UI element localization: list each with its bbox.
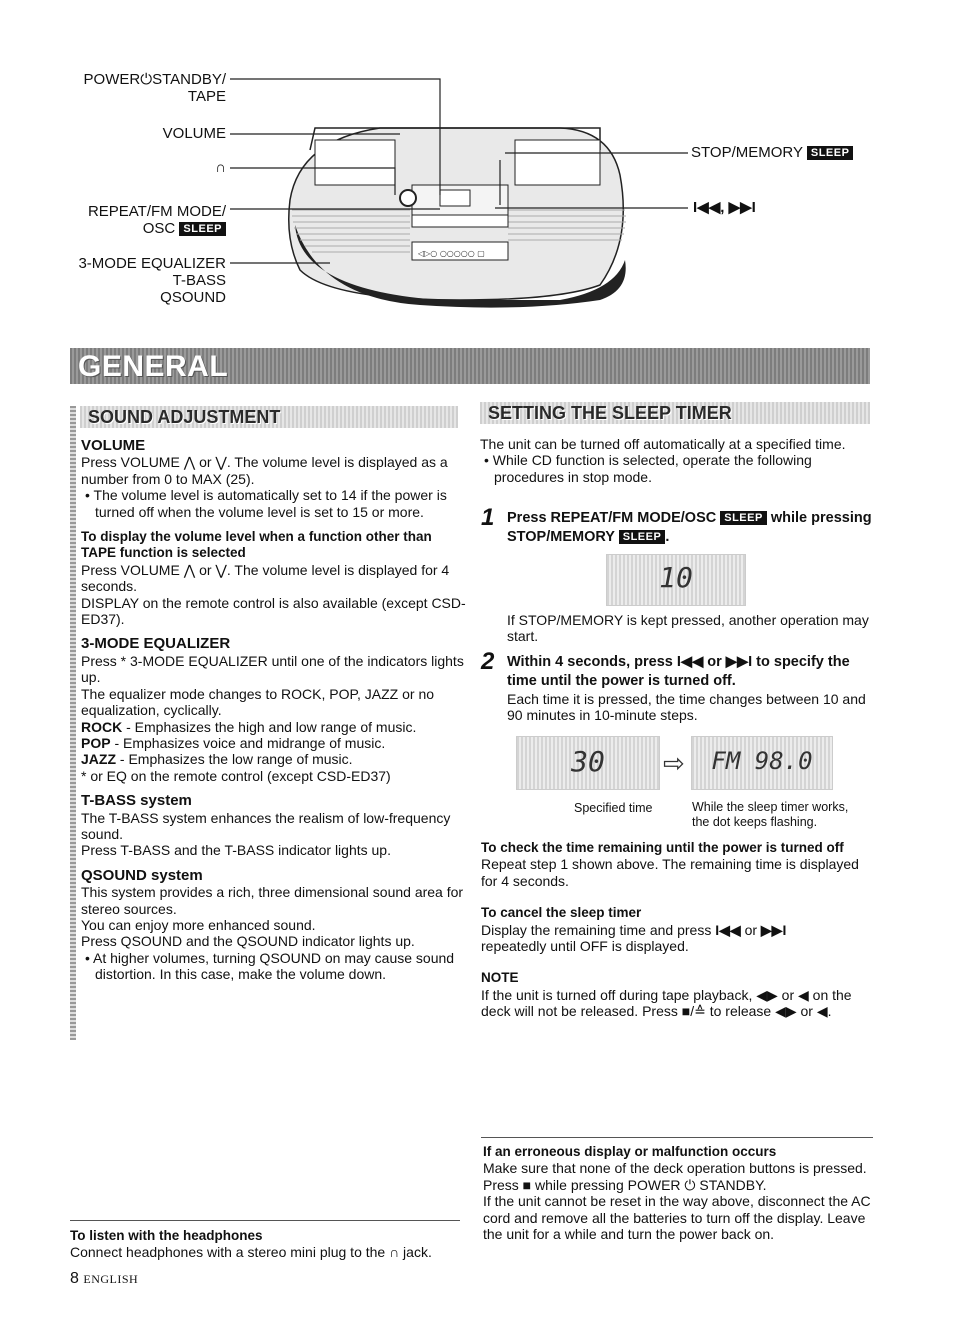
cancel-heading: To cancel the sleep timer bbox=[481, 905, 642, 921]
func-text: Press VOLUME ⋀ or ⋁. The volume level is displayed for 4 seconds. bbox=[81, 561, 450, 595]
caption-specified-time: Specified time bbox=[574, 801, 653, 815]
volume-up-icon: ⋀ bbox=[183, 561, 196, 578]
error-text-2: Press ■ while pressing POWER ⏻ STANDBY. bbox=[483, 1176, 767, 1193]
eq-footnote: * or EQ on the remote control (except CSD-ED37) bbox=[81, 767, 391, 784]
intro-bullet: • While CD function is selected, operate the following procedures in stop mode. bbox=[484, 452, 812, 485]
step-2-detail: Each time it is pressed, the time changes between 10 and 90 minutes in 10-minute steps. bbox=[507, 691, 866, 724]
sleep-badge: SLEEP bbox=[619, 530, 666, 544]
note-heading: NOTE bbox=[481, 970, 519, 986]
volume-down-icon: ⋁ bbox=[215, 561, 227, 578]
banner-title: GENERAL bbox=[78, 350, 229, 383]
label-repeat-fm-mode-osc: REPEAT/FM MODE/ OSC SLEEP bbox=[87, 203, 226, 237]
page-footer bbox=[70, 1270, 138, 1288]
headphones-heading: To listen with the headphones bbox=[70, 1228, 263, 1243]
step-1-note: If STOP/MEMORY is kept pressed, another operation may start. bbox=[507, 612, 869, 645]
lcd-value: 30 bbox=[571, 745, 605, 778]
label-volume: VOLUME bbox=[162, 125, 226, 142]
func-heading: To display the volume level when a function other than TAPE function is selected bbox=[81, 529, 432, 561]
qsound-text: This system provides a rich, three dimensional sound area for stereo sources. bbox=[81, 884, 464, 917]
headphones-note bbox=[70, 1228, 465, 1261]
error-text-1: Make sure that none of the deck operation buttons is pressed. bbox=[483, 1160, 867, 1177]
left-column-rule bbox=[70, 406, 76, 1040]
qsound-text-3: Press QSOUND and the QSOUND indicator lights up. bbox=[81, 933, 415, 950]
eq-jazz: JAZZ - Emphasizes the low range of music. bbox=[81, 751, 353, 768]
qsound-bullet: • At higher volumes, turning QSOUND on may cause sound distortion. In this case, make the volume down. bbox=[85, 949, 455, 983]
label-equalizer-tbass-qsound: 3-MODE EQUALIZER T-BASS QSOUND bbox=[78, 255, 226, 306]
prev-icon: I◀◀ bbox=[676, 654, 704, 670]
qsound-heading: QSOUND system bbox=[81, 866, 203, 884]
check-heading: To check the time remaining until the power is turned off bbox=[481, 840, 844, 855]
step-1-text: Press REPEAT/FM MODE/OSC SLEEP while pressing STOP/MEMORY SLEEP . bbox=[507, 510, 872, 545]
divider bbox=[70, 1220, 460, 1221]
left-column bbox=[81, 438, 466, 983]
page-number: 8 bbox=[70, 1270, 79, 1287]
general-banner bbox=[70, 348, 870, 384]
arrow-icon: ⇨ bbox=[663, 748, 685, 778]
note-text: If the unit is turned off during tape playback, ◀▶ or ◀ on the deck will not be released. Press ■/≙ to release ◀▶ or ◀. bbox=[481, 986, 852, 1020]
volume-bullet: • The volume level is automatically set to 14 if the power is turned off when the volume level is set to 15 or more. bbox=[85, 487, 447, 520]
qsound-text-2: You can enjoy more enhanced sound. bbox=[81, 916, 316, 933]
sleep-badge: SLEEP bbox=[807, 146, 854, 160]
step-1-number: 1 bbox=[481, 504, 495, 531]
headphones-icon: ∩ bbox=[215, 159, 226, 176]
next-icon: ▶▶I bbox=[760, 921, 787, 938]
sleep-timer-header bbox=[480, 402, 870, 424]
label-stop-memory: STOP/MEMORY SLEEP bbox=[691, 144, 853, 161]
prev-icon: I◀◀ bbox=[715, 921, 741, 938]
error-heading: If an erroneous display or malfunction occurs bbox=[483, 1144, 777, 1159]
tbass-heading: T-BASS system bbox=[81, 792, 192, 810]
error-note bbox=[483, 1144, 873, 1242]
eq-pop: POP - Emphasizes voice and midrange of music. bbox=[81, 734, 386, 751]
step-2-text: Within 4 seconds, press I◀◀ or ▶▶I to specify the time until the power is turned off. bbox=[507, 654, 850, 689]
caption-sleep-timer: While the sleep timer works, the dot keeps flashing. bbox=[692, 800, 849, 829]
lcd-display-running bbox=[691, 736, 833, 790]
lcd-value: FM 98.0 bbox=[711, 747, 813, 775]
volume-text: Press VOLUME ⋀ or ⋁. The volume level is displayed as a number from 0 to MAX (25). bbox=[81, 454, 448, 487]
eq-heading: 3-MODE EQUALIZER bbox=[81, 635, 231, 653]
right-notes bbox=[481, 840, 876, 1020]
eq-text: Press * 3-MODE EQUALIZER until one of the indicators lights up. bbox=[81, 652, 464, 686]
step-2-number: 2 bbox=[481, 648, 495, 675]
volume-up-icon: ⋀ bbox=[183, 454, 196, 471]
volume-down-icon: ⋁ bbox=[215, 454, 227, 471]
eq-rock: ROCK - Emphasizes the high and low range of music. bbox=[81, 718, 417, 735]
sleep-intro bbox=[480, 436, 872, 485]
tbass-text: The T-BASS system enhances the realism of low-frequency sound. bbox=[81, 809, 451, 842]
sound-adjustment-header bbox=[80, 406, 458, 428]
sleep-badge: SLEEP bbox=[179, 222, 226, 236]
cancel-text: Display the remaining time and press I◀◀ or ▶▶I repeatedly until OFF is displayed. bbox=[481, 921, 787, 955]
svg-text:◁▷○ ○○○○○ ▢: ◁▷○ ○○○○○ ▢ bbox=[418, 249, 485, 258]
next-icon: ▶▶I bbox=[725, 654, 753, 670]
tbass-text-2: Press T-BASS and the T-BASS indicator lights up. bbox=[81, 842, 391, 859]
lcd-display-step1 bbox=[606, 554, 746, 606]
func-display-text: DISPLAY on the remote control is also available (except CSD-ED37). bbox=[81, 594, 466, 628]
check-text: Repeat step 1 shown above. The remaining time is displayed for 4 seconds. bbox=[481, 856, 859, 889]
section-title: SOUND ADJUSTMENT bbox=[88, 407, 281, 427]
intro-text: The unit can be turned off automatically at a specified time. bbox=[480, 436, 846, 452]
footer-language: ENGLISH bbox=[83, 1272, 139, 1286]
lcd-display-specified bbox=[516, 736, 660, 790]
lcd-value: 10 bbox=[659, 561, 693, 594]
sleep-badge: SLEEP bbox=[720, 511, 767, 525]
label-power-standby: POWER⏻STANDBY/ TAPE bbox=[83, 71, 226, 105]
error-text-3: If the unit cannot be reset in the way above, disconnect the AC cord and remove all the batteries to turn off the display. Leave the unit for a while and turn the power back on. bbox=[483, 1193, 871, 1243]
divider bbox=[481, 1137, 873, 1138]
headphones-text: Connect headphones with a stereo mini plug to the ∩ jack. bbox=[70, 1244, 432, 1261]
eq-modes-text: The equalizer mode changes to ROCK, POP, JAZZ or no equalization, cyclically. bbox=[81, 685, 435, 719]
volume-heading: VOLUME bbox=[81, 437, 146, 454]
label-skip-buttons: I◀◀, ▶▶I bbox=[693, 199, 756, 216]
section-title: SETTING THE SLEEP TIMER bbox=[488, 403, 732, 423]
